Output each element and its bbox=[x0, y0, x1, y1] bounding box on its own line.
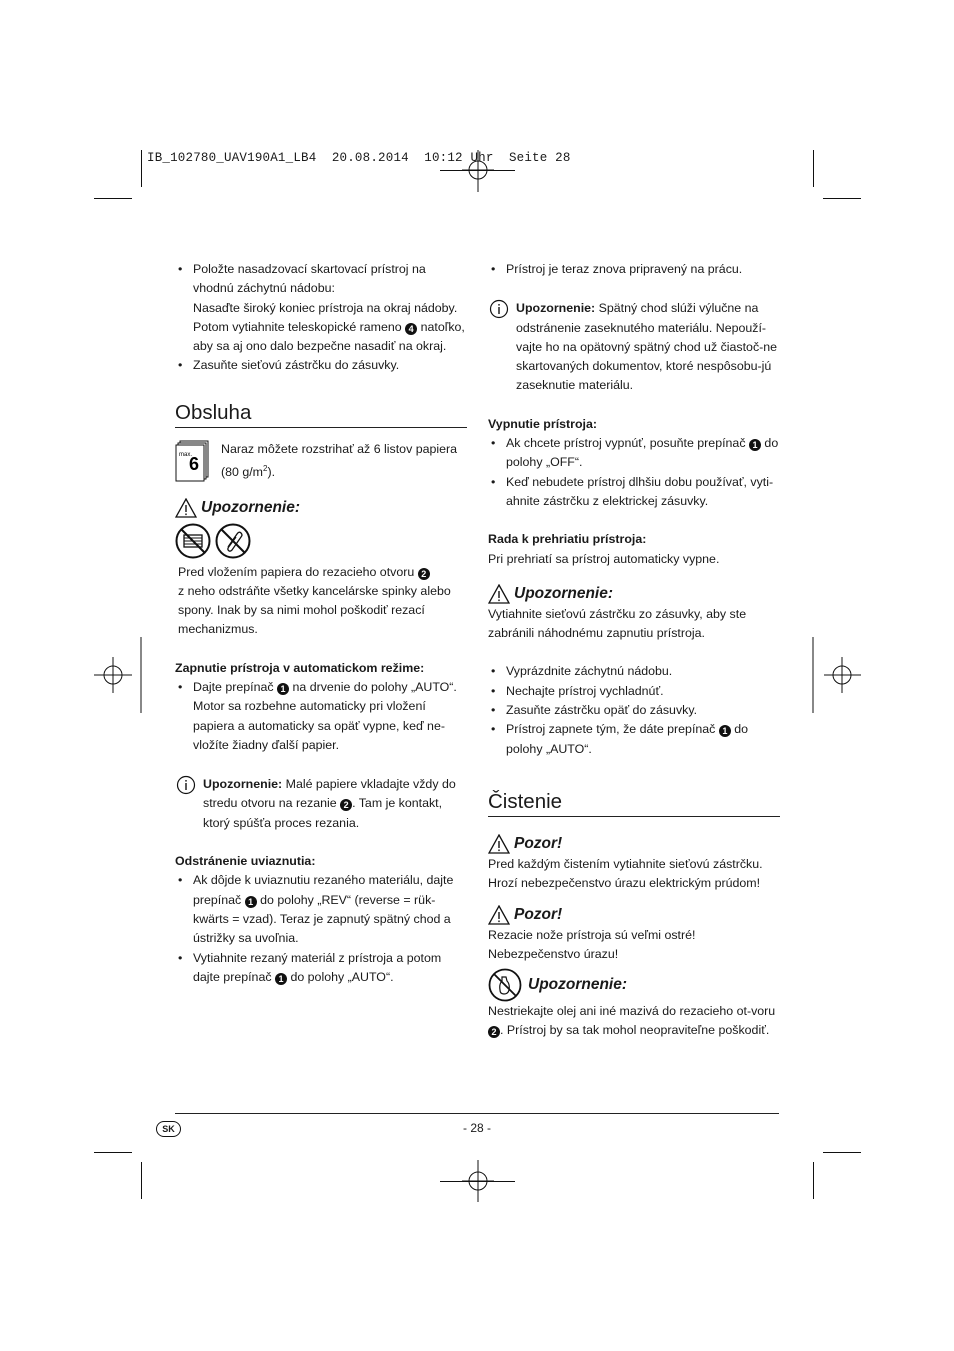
ready-list bbox=[488, 260, 780, 279]
registration-mark-bottom bbox=[462, 1160, 494, 1202]
list-item: • Zasuňte zástrčku opäť do zásuvky. bbox=[488, 701, 780, 720]
no-clips-icons bbox=[175, 523, 467, 559]
info-note: Upozornenie: Spätný chod slúži výlučne na odstránenie zaseknutého materiálu. Nepouží-vajte ho na opätovný spätný chod už čiastoč-ne skartovaných dokumentov, ktoré nespôsobu-jú zaseknutie materiálu. bbox=[488, 299, 780, 395]
auto-mode-list bbox=[175, 678, 467, 755]
subheading-jam-removal: Odstránenie uviaznutia: bbox=[175, 854, 316, 869]
part-number-badge: 2 bbox=[488, 1026, 500, 1038]
part-number-badge: 1 bbox=[277, 683, 289, 695]
list-item: • Zasuňte sieťovú zástrčku do zásuvky. bbox=[175, 356, 467, 375]
info-icon bbox=[488, 299, 510, 319]
warning-heading: Upozornenie: bbox=[175, 497, 467, 519]
part-number-badge: 1 bbox=[749, 439, 761, 451]
info-note: Upozornenie: Malé papiere vkladajte vždy do stredu otvoru na rezanie 2 . Tam je kontakt, ktorý spúšťa proces rezania. bbox=[175, 775, 467, 833]
warning-triangle-icon bbox=[488, 905, 510, 925]
restart-steps-list bbox=[488, 662, 780, 758]
capacity-info: max. 6 Naraz môžete rozstrihať až 6 listov papiera (80 $g/m^2$). bbox=[175, 440, 467, 483]
subheading-switch-off: Vypnutie prístroja: bbox=[488, 416, 598, 431]
list-item: • Prístroj je teraz znova pripravený na prácu. bbox=[488, 260, 780, 279]
language-badge: SK bbox=[156, 1121, 181, 1137]
no-paperclips-icon bbox=[215, 523, 251, 559]
registration-mark-right bbox=[812, 637, 862, 713]
footer-rule bbox=[175, 1113, 779, 1114]
info-icon bbox=[175, 775, 197, 795]
section-title-cistenie: Čistenie bbox=[488, 789, 780, 817]
no-staples-icon bbox=[175, 523, 211, 559]
part-number-badge: 1 bbox=[719, 725, 731, 737]
paper-stack-max-6-icon bbox=[175, 440, 211, 482]
no-oil-icon bbox=[488, 968, 522, 1002]
part-number-badge: 2 bbox=[418, 568, 430, 580]
list-item: • Prístroj zapnete tým, že dáte prepínač 1 do polohy „AUTO“. bbox=[488, 720, 780, 759]
svg-text:6: 6 bbox=[189, 453, 200, 474]
print-slug: IB_102780_UAV190A1_LB4 20.08.2014 10:12 Uhr Seite 28 bbox=[147, 151, 571, 165]
left-column: • Položte nasadzovací skartovací prístroj na vhodnú záchytnú nádobu: Nasaďte široký koniec prístroja na okraj nádoby. Potom vytiahnite teleskopické rameno 4 natoľko, aby sa aj ono dalo bezpečne nasadiť na okraj. • Zasuňte sieťovú zástrčku do zásuvky. Obsluha max. 6 Naraz môžete rozstrihať až 6 listov papiera (80 $g/m^2$). Upozornenie: Pred vložením papiera do rezacieho otvoru 2 z neho odstráňte všetky kancelárske spinky alebo spony. Inak by sa nimi mohol poškodiť rezací mechanizmus. Zapnutie prístroja v automatickom režime: • Dajte prepínač 1 na drvenie do polohy „AUTO“. Motor sa rozbehne automaticky pri vložení papiera a automaticky sa opäť vypne, keď ne-vložíte žiadny ďalší papier. Upozornenie: Malé papiere vkladajte vždy do stredu otvoru na rezanie 2 . Tam je kontakt, ktorý spúšťa proces rezania. Odstránenie uviaznutia: • Ak dôjde k uviaznutiu rezaného materiálu, dajte prepínač 1 do polohy „REV“ (reverse = rük-kwärts = vzad). Teraz je zapnutý spätný chod a ústrižky sa uvoľnia. • Vytiahnite rezaný materiál z prístroja a potom dajte prepínač 1 do polohy „AUTO“. bbox=[175, 260, 467, 987]
list-item: • Keď nebudete prístroj dlhšiu dobu používať, vyti-ahnite zástrčku z elektrickej zásuvky. bbox=[488, 473, 780, 512]
warning-triangle-icon bbox=[488, 834, 510, 854]
caution-heading: Pozor! bbox=[488, 904, 780, 926]
list-item: • Ak chcete prístroj vypnúť, posuňte prepínač 1 do polohy „OFF“. bbox=[488, 434, 780, 473]
intro-list bbox=[175, 260, 467, 376]
svg-text:max.: max. bbox=[179, 451, 193, 458]
part-number-badge: 1 bbox=[275, 973, 287, 985]
warning-heading: Upozornenie: bbox=[488, 968, 780, 1002]
section-title-obsluha: Obsluha bbox=[175, 400, 467, 428]
part-number-badge: 1 bbox=[245, 896, 257, 908]
list-item: • Nechajte prístroj vychladnúť. bbox=[488, 682, 780, 701]
list-item: • Vytiahnite rezaný materiál z prístroja a potom dajte prepínač 1 do polohy „AUTO“. bbox=[175, 949, 467, 988]
page-number: - 28 - bbox=[462, 1121, 491, 1135]
registration-mark-left bbox=[94, 637, 142, 713]
list-item: • Dajte prepínač 1 na drvenie do polohy „AUTO“. Motor sa rozbehne automaticky pri vložení papiera a automaticky sa opäť vypne, keď ne-vložíte žiadny ďalší papier. bbox=[175, 678, 467, 755]
part-number-badge: 2 bbox=[340, 799, 352, 811]
warning-triangle-icon bbox=[488, 584, 510, 604]
list-item: • Položte nasadzovací skartovací prístroj na vhodnú záchytnú nádobu: Nasaďte široký koniec prístroja na okraj nádoby. Potom vytiahnite teleskopické rameno 4 natoľko, aby sa aj ono dalo bezpečne nasadiť na okraj. bbox=[175, 260, 467, 356]
caution-heading: Pozor! bbox=[488, 833, 780, 855]
subheading-auto-mode: Zapnutie prístroja v automatickom režime: bbox=[175, 660, 425, 675]
subheading-overheat: Rada k prehriatiu prístroja: bbox=[488, 532, 647, 547]
part-number-badge: 4 bbox=[405, 323, 417, 335]
list-item: • Vyprázdnite záchytnú nádobu. bbox=[488, 662, 780, 681]
list-item: • Ak dôjde k uviaznutiu rezaného materiálu, dajte prepínač 1 do polohy „REV“ (reverse = rük-kwärts = vzad). Teraz je zapnutý spätný chod a ústrižky sa uvoľnia. bbox=[175, 871, 467, 948]
switch-off-list bbox=[488, 434, 780, 511]
warning-heading: Upozornenie: bbox=[488, 583, 780, 605]
warning-triangle-icon bbox=[175, 498, 197, 518]
right-column: • Prístroj je teraz znova pripravený na prácu. Upozornenie: Spätný chod slúži výlučne na odstránenie zaseknutého materiálu. Nepouží-vajte ho na opätovný spätný chod už čiastoč-ne skartovaných dokumentov, ktoré nespôsobu-jú zaseknutie materiálu. Vypnutie prístroja: • Ak chcete prístroj vypnúť, posuňte prepínač 1 do polohy „OFF“. • Keď nebudete prístroj dlhšiu dobu používať, vyti-ahnite zástrčku z elektrickej zásuvky. Rada k prehriatiu prístroja: Pri prehriatí sa prístroj automaticky vypne. Upozornenie: Vytiahnite sieťovú zástrčku zo zásuvky, aby ste zabránili náhodnému zapnutiu prístroja. • Vyprázdnite záchytnú nádobu. • Nechajte prístroj vychladnúť. • Zasuňte zástrčku opäť do zásuvky. • Prístroj zapnete tým, že dáte prepínač 1 do polohy „AUTO“. Čistenie Pozor! Pred každým čistením vytiahnite sieťovú zástrčku. Hrozí nebezpečenstvo úrazu elektrickým prúdom! Pozor! Rezacie nože prístroja sú veľmi ostré! Nebezpečenstvo úrazu! Upozornenie: Nestriekajte olej ani iné mazivá do rezacieho ot-voru 2 . Prístroj by sa tak mohol neopraviteľne poškodiť. bbox=[488, 260, 780, 1041]
jam-removal-list bbox=[175, 871, 467, 987]
